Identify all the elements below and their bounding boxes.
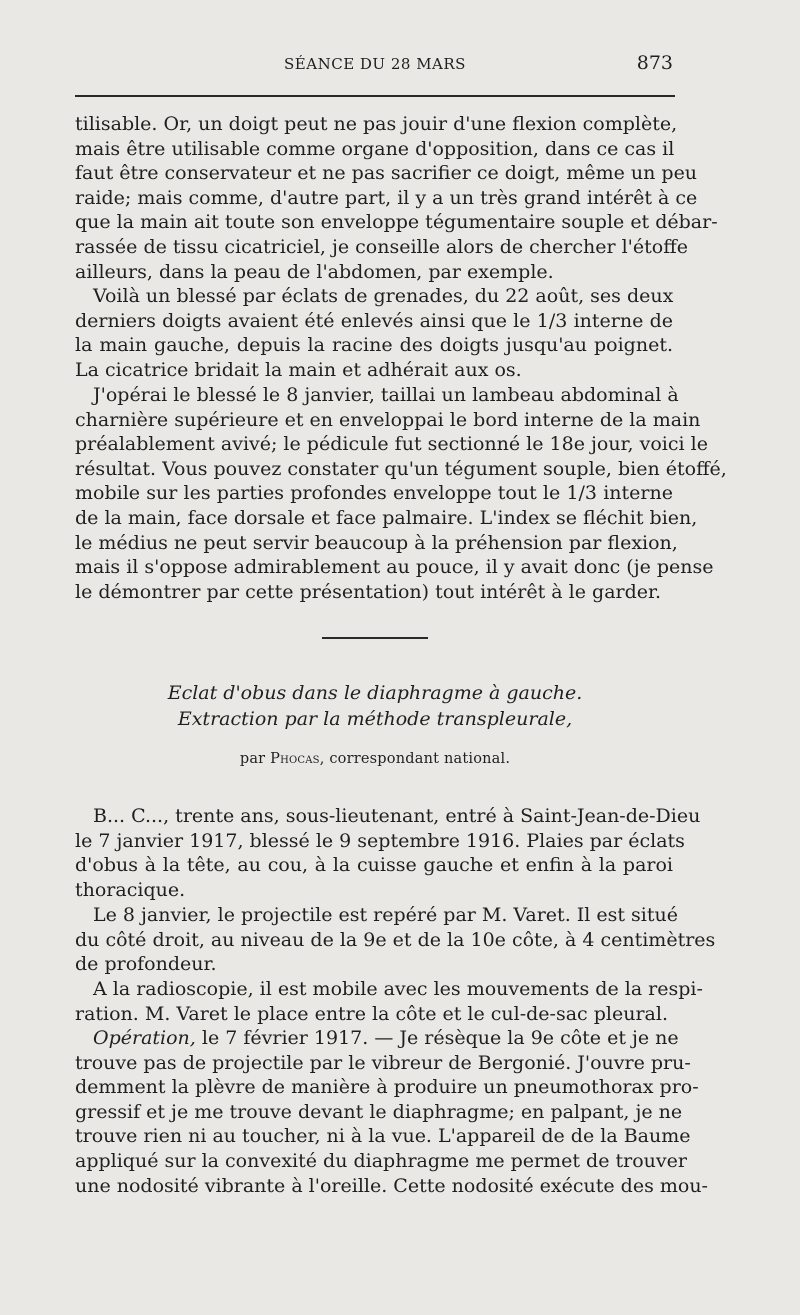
paragraph-continuation <box>75 112 718 284</box>
paragraph-operation <box>75 1026 708 1198</box>
text-line: appliqué sur la convexité du diaphragme me permet de trouver <box>75 1149 687 1172</box>
text-line: de profondeur. <box>75 953 217 976</box>
text-line: ration. M. Varet le place entre la côte et le cul-de-sac pleural. <box>75 1002 668 1025</box>
text-line: gressif et je me trouve devant le diaphragme; en palpant, je ne <box>75 1100 683 1123</box>
paragraph-case-description <box>75 284 673 382</box>
section-separator <box>322 637 428 639</box>
text-line: charnière supérieure et en enveloppai le bord interne de la main <box>75 408 701 431</box>
article-title-line-1: Eclat d'obus dans le diaphragme à gauche. <box>167 682 583 704</box>
text-line: mais être utilisable comme organe d'opposition, dans ce cas il <box>75 137 675 160</box>
text-line: tilisable. Or, un doigt peut ne pas jouir d'une flexion complète, <box>75 113 678 135</box>
text-line: rassée de tissu cicatriciel, je conseille alors de chercher l'étoffe <box>75 235 688 258</box>
page-header <box>75 52 675 82</box>
text-line: le démontrer par cette présentation) tout intérêt à le garder. <box>75 580 662 603</box>
text-line: B... C..., trente ans, sous-lieutenant, entré à Saint-Jean-de-Dieu <box>93 805 701 827</box>
page-number: 873 <box>636 52 673 74</box>
text-line: trouve rien ni au toucher, ni à la vue. L'appareil de de la Baume <box>75 1125 691 1148</box>
header-rule <box>75 95 675 97</box>
paragraph-operation-result <box>75 383 727 604</box>
text-line: le 7 janvier 1917, blessé le 9 septembre 1916. Plaies par éclats <box>75 829 685 852</box>
operation-date-text: le 7 février 1917. — Je résèque la 9e côte et je ne <box>195 1027 679 1049</box>
text-line: préalablement avivé; le pédicule fut sectionné le 18e jour, voici le <box>75 433 708 456</box>
text-line: résultat. Vous pouvez constater qu'un tégument souple, bien étoffé, <box>75 457 727 480</box>
operation-label: Opération, <box>93 1027 196 1049</box>
paragraph-radioscopy <box>75 977 703 1026</box>
text-line: le médius ne peut servir beaucoup à la préhension par flexion, <box>75 531 678 554</box>
text-line <box>75 1026 679 1051</box>
article-title-line-2: Extraction par la méthode transpleurale, <box>177 708 573 730</box>
text-line: faut être conservateur et ne pas sacrifier ce doigt, même un peu <box>75 162 698 185</box>
text-line: d'obus à la tête, au cou, à la cuisse gauche et enfin à la paroi <box>75 854 673 877</box>
text-line: trouve pas de projectile par le vibreur de Bergonié. J'ouvre pru- <box>75 1051 691 1074</box>
text-line: raide; mais comme, d'autre part, il y a un très grand intérêt à ce <box>75 186 698 209</box>
text-line: Le 8 janvier, le projectile est repéré par M. Varet. Il est situé <box>93 904 679 926</box>
text-line: A la radioscopie, il est mobile avec les mouvements de la respi- <box>93 978 703 1000</box>
paragraph-patient <box>75 804 701 902</box>
text-line: ailleurs, dans la peau de l'abdomen, par exemple. <box>75 260 554 283</box>
byline-author: Phocas <box>270 751 320 767</box>
text-line: la main gauche, depuis la racine des doigts jusqu'au poignet. <box>75 334 673 357</box>
text-line: du côté droit, au niveau de la 9e et de la 10e côte, à 4 centimètres <box>75 928 716 951</box>
text-line: derniers doigts avaient été enlevés ainsi que le 1/3 interne de <box>75 309 673 332</box>
text-line: que la main ait toute son enveloppe tégumentaire souple et débar- <box>75 211 718 234</box>
paragraph-localisation <box>75 903 716 977</box>
text-line: La cicatrice bridait la main et adhérait aux os. <box>75 358 522 381</box>
byline-prefix: par <box>239 751 266 767</box>
text-line: demment la plèvre de manière à produire un pneumothorax pro- <box>75 1076 699 1099</box>
text-line: thoracique. <box>75 878 186 901</box>
article-byline <box>75 751 675 767</box>
running-title: SÉANCE DU 28 MARS <box>284 55 466 73</box>
text-line: J'opérai le blessé le 8 janvier, taillai un lambeau abdominal à <box>93 384 679 406</box>
text-line: de la main, face dorsale et face palmaire. L'index se fléchit bien, <box>75 506 698 529</box>
text-line: mais il s'oppose admirablement au pouce, il y avait donc (je pense <box>75 556 714 579</box>
byline-suffix: , correspondant national. <box>319 751 511 767</box>
text-line: mobile sur les parties profondes enveloppe tout le 1/3 interne <box>75 482 673 505</box>
text-line: Voilà un blessé par éclats de grenades, du 22 août, ses deux <box>93 285 674 307</box>
text-line: une nodosité vibrante à l'oreille. Cette nodosité exécute des mou- <box>75 1174 708 1197</box>
